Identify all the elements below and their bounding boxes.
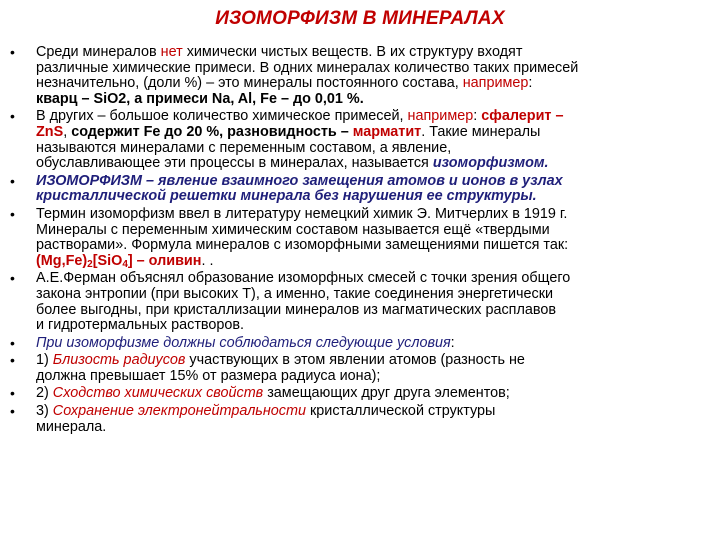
text-run: 2 — [87, 258, 93, 270]
bullet-dot: • — [10, 172, 15, 189]
text-run: 4 — [122, 258, 128, 270]
text-run: , — [63, 123, 72, 140]
text-run: 2) — [36, 385, 53, 402]
text-run: и гидротермальных растворов. — [36, 317, 245, 334]
text-run: При изоморфизме должны соблюдаться следующие условия — [36, 334, 451, 351]
bullet-line — [36, 287, 715, 303]
bullet-dot: • — [10, 385, 15, 402]
bullet-line — [36, 92, 715, 108]
text-run: кристаллической структуры — [305, 403, 496, 420]
bullet-line — [36, 271, 715, 287]
text-run: должна превышает 15% от размера радиуса иона); — [36, 367, 381, 384]
bullet-item — [10, 109, 715, 171]
text-run: : — [473, 108, 482, 125]
bullet-line — [36, 207, 715, 223]
text-run: 3) — [36, 403, 53, 420]
text-run: Минералы с переменным химическим составом называется ещё «твердыми — [36, 221, 550, 238]
bullet-line — [36, 141, 715, 157]
text-run: минерала. — [36, 418, 107, 435]
text-run: закона энтропии (при высоких Т), а именно, такие соединения энергетически — [36, 285, 554, 302]
bullet-item — [10, 45, 715, 107]
bullet-item — [10, 174, 715, 205]
bullet-item — [10, 353, 715, 384]
text-run: (Mg,Fe) — [36, 252, 88, 269]
bullet-dot: • — [10, 403, 15, 420]
text-run: нет — [160, 44, 183, 60]
text-run: марматит — [352, 123, 422, 140]
text-run: В других – большое количество химическое примесей, — [36, 108, 408, 125]
text-run: : — [450, 334, 455, 351]
bullet-line — [36, 45, 715, 61]
text-run: Среди минералов — [36, 44, 161, 60]
bullet-line — [36, 369, 715, 385]
text-run: кварц – SiO2, а примеси Na, Al, Fe – до 0,01 %. — [36, 90, 364, 107]
bullet-line — [36, 125, 715, 141]
text-run: . . — [201, 252, 214, 269]
bullet-dot: • — [10, 334, 15, 351]
text-run: Близость радиусов — [52, 352, 186, 369]
text-run: содержит Fe до 20 %, разновидность – — [71, 123, 353, 140]
bullet-line — [36, 156, 715, 172]
bullet-item — [10, 386, 715, 402]
bullet-line — [36, 318, 715, 334]
text-run: Термин изоморфизм ввел в литературу немецкий химик Э. Митчерлих в 1919 г. — [36, 205, 568, 222]
text-run: ] – оливин — [127, 252, 202, 269]
text-run: участвующих в этом явлении атомов (разность не — [185, 352, 525, 369]
bullet-line — [36, 189, 715, 205]
text-run: ИЗОМОРФИЗМ – явление взаимного замещения атомов и ионов в узлах — [36, 172, 563, 189]
bullet-dot: • — [10, 44, 15, 60]
text-run: Сохранение электронейтральности — [52, 403, 306, 420]
text-run: различные химические примеси. В одних минералах количество таких примесей — [36, 59, 579, 76]
bullet-line — [36, 61, 715, 77]
text-run: растворами». Формула минералов с изоморфными замещениями пишется так: — [36, 237, 569, 254]
text-run: кристаллической решетки минерала без нарушения ее структуры. — [36, 188, 537, 205]
bullet-line — [36, 420, 715, 436]
bullet-item — [10, 404, 715, 435]
bullet-line — [36, 109, 715, 125]
bullet-line — [36, 76, 715, 92]
text-run: : — [528, 75, 533, 92]
bullet-dot: • — [10, 108, 15, 125]
text-run: химически чистых веществ. В их структуру входят — [182, 44, 523, 60]
bullet-line — [36, 303, 715, 319]
bullet-line — [36, 174, 715, 190]
text-run: А.Е.Ферман объяснял образование изоморфных смесей с точки зрения общего — [36, 270, 571, 287]
text-run: обуславливающее эти процессы в минералах, называется — [36, 155, 433, 172]
bullet-item — [10, 207, 715, 269]
text-run: незначительно, (доли %) – это минералы постоянного состава, — [36, 75, 463, 92]
bullet-line — [36, 404, 715, 420]
bullet-list — [10, 45, 715, 437]
bullet-dot: • — [10, 270, 15, 287]
bullet-line — [36, 254, 715, 270]
text-run: ZnS — [36, 123, 64, 140]
text-run: [SiO — [92, 252, 123, 269]
slide-title: ИЗОМОРФИЗМ В МИНЕРАЛАХ — [215, 8, 505, 29]
bullet-line — [36, 353, 715, 369]
text-run: например — [462, 75, 529, 92]
bullet-line — [36, 223, 715, 239]
bullet-item — [10, 271, 715, 333]
bullet-dot: • — [10, 352, 15, 369]
bullet-line — [36, 238, 715, 254]
text-run: изоморфизмом. — [432, 155, 549, 172]
bullet-dot: • — [10, 205, 15, 222]
text-run: Сходство химических свойств — [52, 385, 264, 402]
text-run: называются минералами с переменным составом, а явление, — [36, 139, 452, 156]
text-run: сфалерит – — [481, 108, 564, 125]
text-run: . Такие минералы — [421, 123, 541, 140]
text-run: более выгодны, при кристаллизации минералов из магматических расплавов — [36, 301, 557, 318]
bullet-item — [10, 336, 715, 352]
text-run: 1) — [36, 352, 53, 369]
text-run: замещающих друг друга элементов; — [263, 385, 510, 402]
text-run: например — [407, 108, 474, 125]
bullet-line — [36, 386, 715, 402]
bullet-line — [36, 336, 715, 352]
